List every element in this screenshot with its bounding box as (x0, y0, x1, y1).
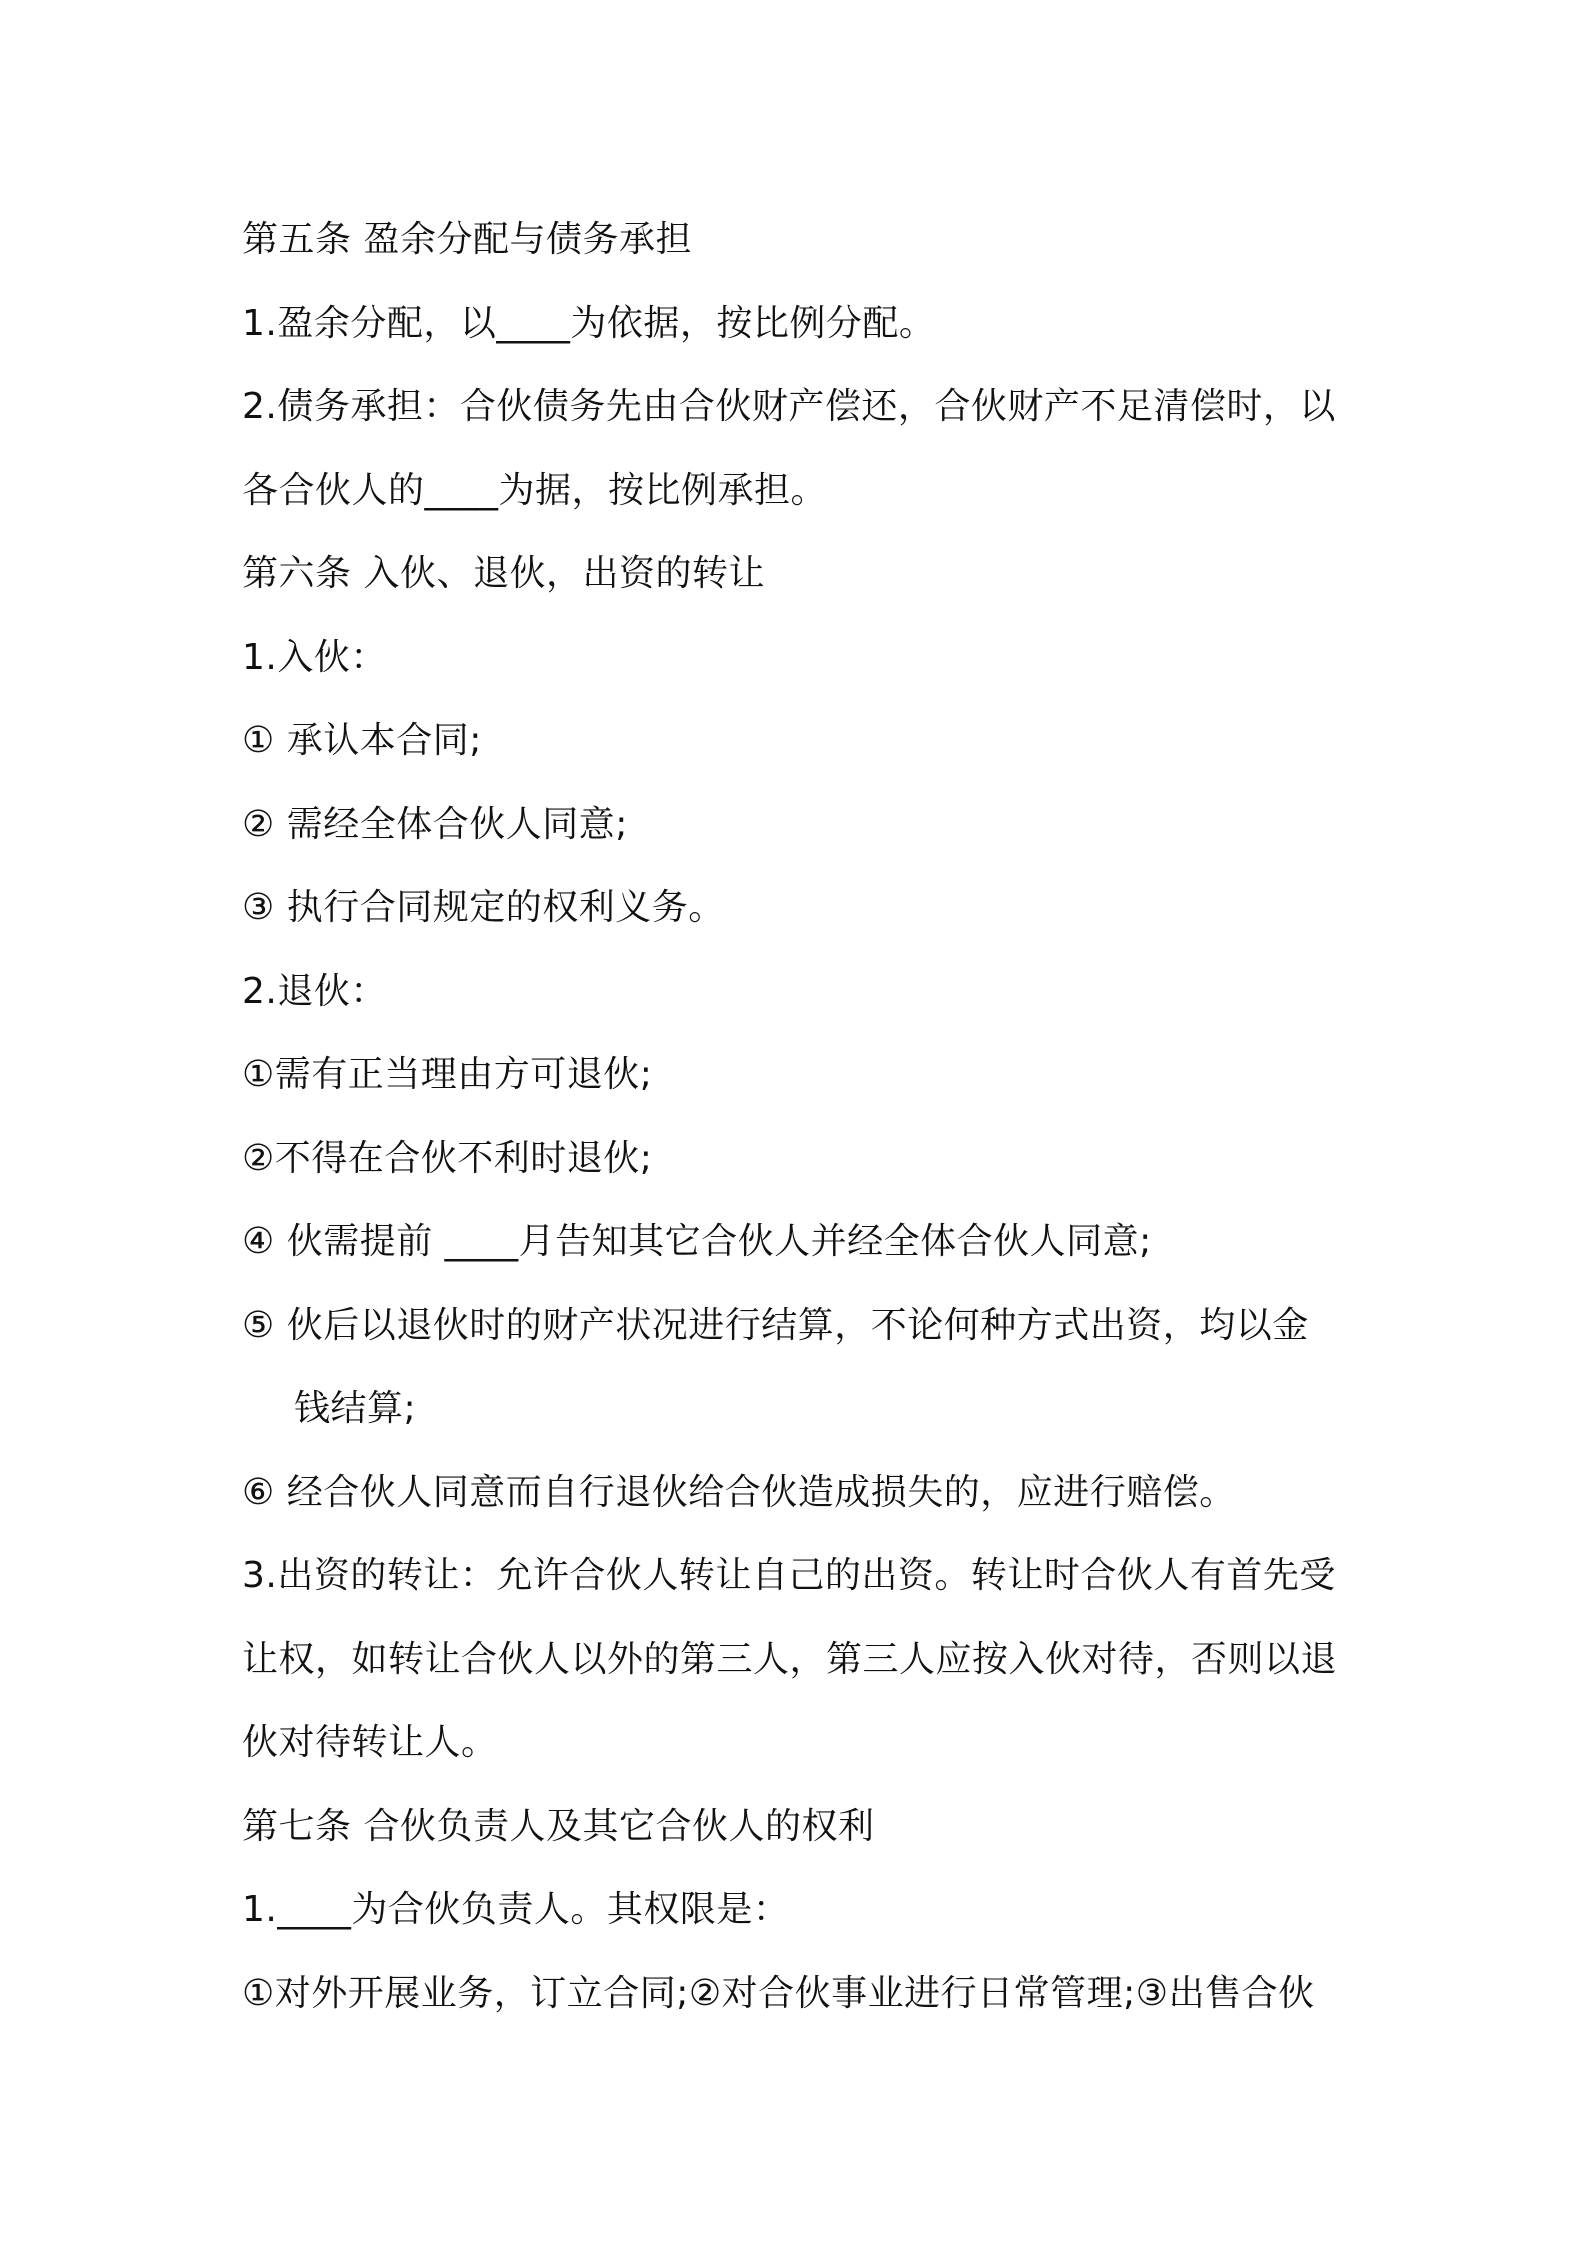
article-5-heading: 第五条 盈余分配与债务承担 (242, 219, 692, 260)
article-7-clause-1: 1.____为合伙负责人。其权限是： (242, 1889, 790, 1930)
article-6-clause-3-cont-2: 伙对待转让人。 (242, 1722, 498, 1763)
article-5-clause-2: 2.债务承担：合伙债务先由合伙财产偿还，合伙财产不足清偿时，以 (242, 386, 1336, 427)
article-6-heading: 第六条 入伙、退伙，出资的转让 (242, 553, 765, 594)
document-body (242, 198, 1362, 2035)
withdraw-item-5-cont: 钱结算; (294, 1388, 417, 1429)
withdraw-item-2: ②不得在合伙不利时退伙; (242, 1137, 653, 1179)
join-item-2: ② 需经全体合伙人同意; (242, 803, 628, 845)
article-7-powers: ①对外开展业务，订立合同;②对合伙事业进行日常管理;③出售合伙 (242, 1972, 1315, 2014)
article-6-clause-3: 3.出资的转让：允许合伙人转让自己的出资。转让时合伙人有首先受 (242, 1555, 1336, 1596)
withdraw-item-5: ⑤ 伙后以退伙时的财产状况进行结算，不论何种方式出资，均以金 (242, 1304, 1309, 1346)
article-5-clause-2-cont: 各合伙人的____为据，按比例承担。 (242, 469, 828, 511)
withdraw-item-1: ①需有正当理由方可退伙; (242, 1054, 653, 1095)
withdraw-item-6: ⑥ 经合伙人同意而自行退伙给合伙造成损失的，应进行赔偿。 (242, 1471, 1236, 1513)
withdraw-item-4: ④ 伙需提前 ____月告知其它合伙人并经全体合伙人同意; (242, 1221, 1152, 1262)
article-6-clause-3-cont-1: 让权，如转让合伙人以外的第三人，第三人应按入伙对待，否则以退 (242, 1638, 1338, 1680)
article-6-clause-2: 2.退伙： (242, 970, 387, 1012)
article-7-heading: 第七条 合伙负责人及其它合伙人的权利 (242, 1805, 875, 1847)
article-5-clause-1: 1.盈余分配，以____为依据，按比例分配。 (242, 302, 936, 344)
join-item-3: ③ 执行合同规定的权利义务。 (242, 887, 725, 928)
article-6-clause-1: 1.入伙： (242, 636, 387, 678)
join-item-1: ① 承认本合同; (242, 720, 482, 761)
